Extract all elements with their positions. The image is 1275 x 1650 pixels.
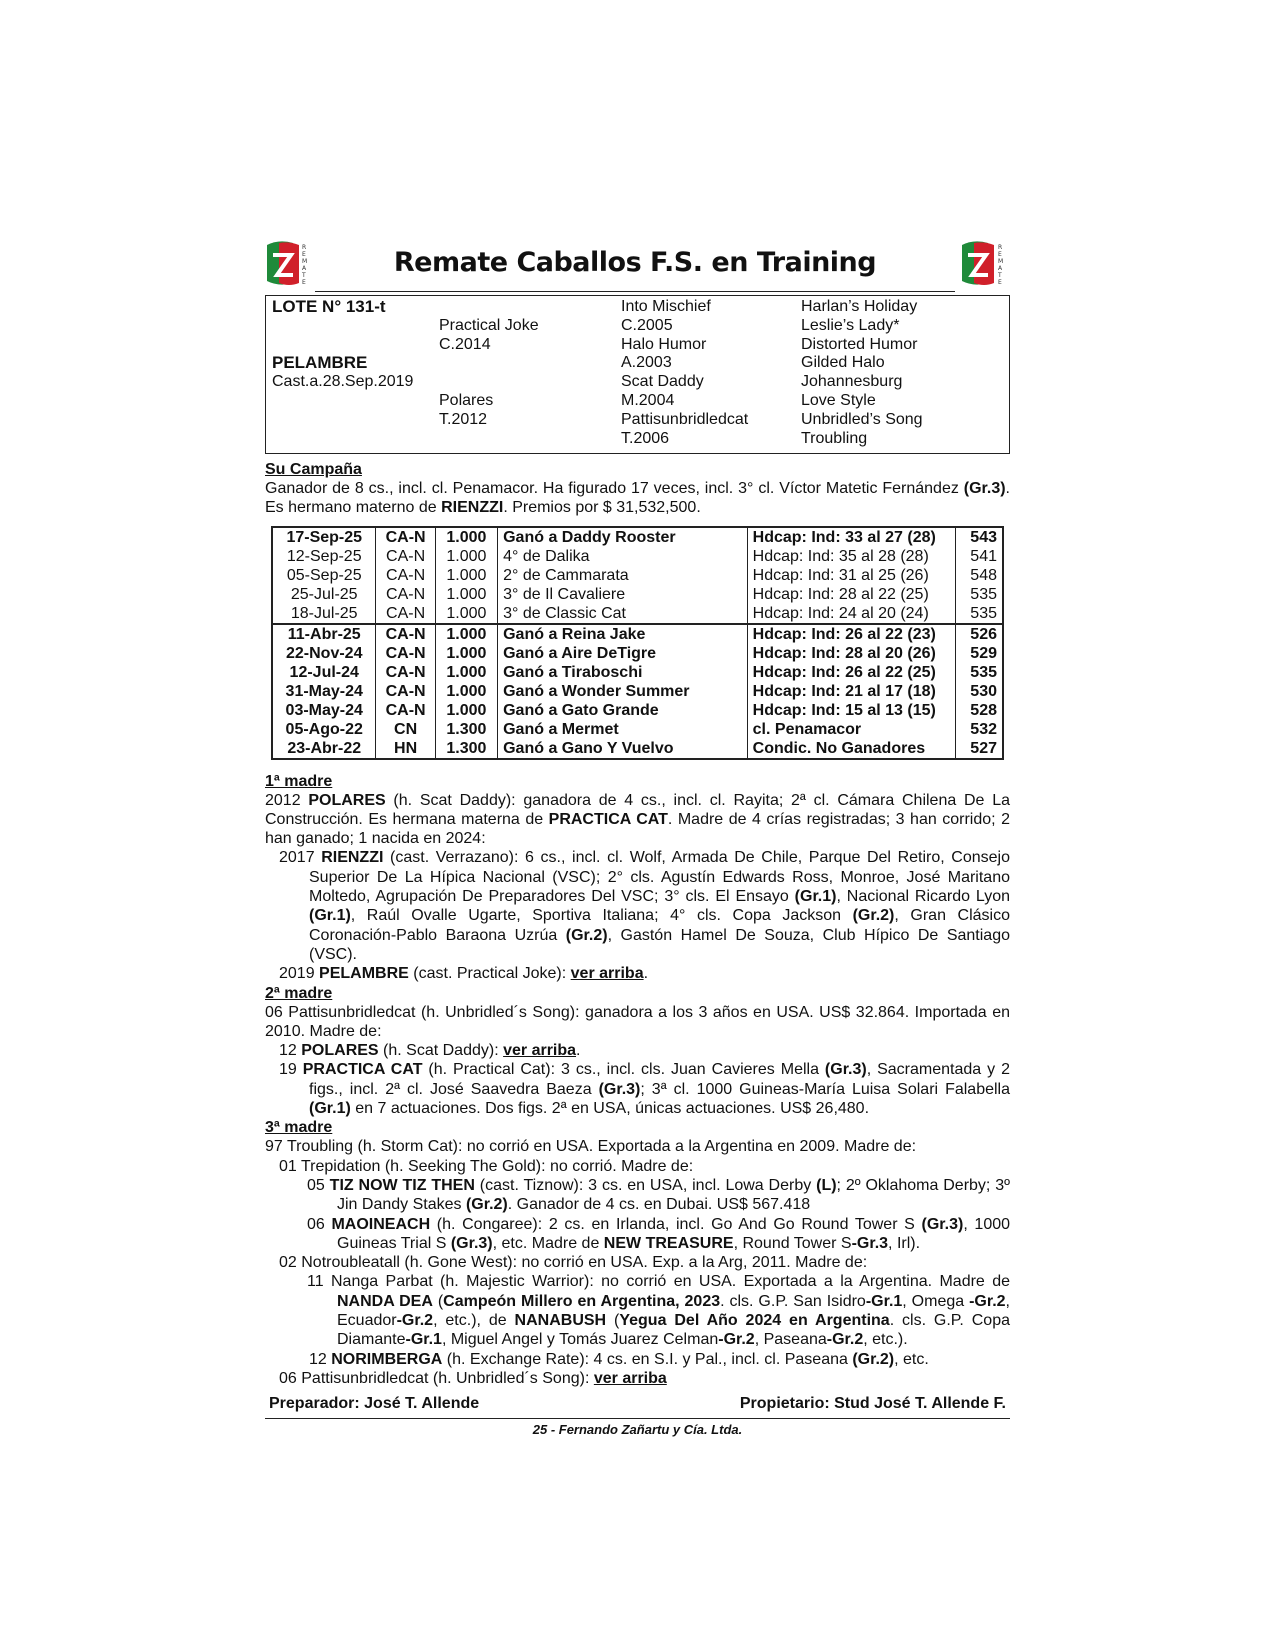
t: , 1000 Guineas Trial S [337, 1215, 1011, 1252]
ped-col4-4: Johannesburg [801, 373, 903, 390]
race-result: Ganó a Mermet [498, 720, 748, 739]
grade: (Gr.3) [921, 1215, 964, 1233]
sire-desc: C.2014 [439, 336, 491, 353]
svg-text:A: A [302, 265, 307, 272]
campaign-text [265, 479, 1010, 518]
produce-name: PRACTICA CAT [302, 1061, 423, 1079]
grade: -Gr.2 [718, 1331, 755, 1349]
dam1-para [265, 791, 1010, 849]
svg-text:E: E [998, 251, 1002, 258]
dam3-grandproduce-tiz [265, 1176, 1010, 1215]
zanartu-logo-left [265, 239, 315, 287]
race-weight: 529 [955, 644, 1003, 663]
produce-name: NANABUSH [514, 1312, 607, 1330]
campaign-text-2: . Es hermano materno de [265, 480, 1010, 517]
dam3-grandproduce-norimberga [265, 1350, 1010, 1369]
t: , Irl). [888, 1234, 921, 1252]
race-weight: 532 [955, 720, 1003, 739]
dam2-section [265, 984, 1010, 1119]
dam1-section [265, 772, 1010, 984]
page-title: Remate Caballos F.S. en Training [393, 247, 877, 278]
t: , Gastón Hamel De Souza, Club Hípico De Santiago (VSC). [309, 926, 1010, 963]
grade: (Gr.1) [309, 1100, 351, 1118]
race-condition: Hdcap: Ind: 21 al 17 (18) [747, 682, 955, 701]
ver-arriba-link[interactable]: ver arriba [593, 1369, 667, 1387]
ver-arriba-link[interactable]: ver arriba [570, 965, 644, 983]
ped-col4-5: Love Style [801, 392, 876, 409]
t: (h. Exchange Rate): 4 cs. en S.I. y Pal., incl. cl. Paseana [442, 1350, 853, 1368]
race-track: CA-N [376, 527, 435, 547]
dam2-para: 06 Pattisunbridledcat (h. Unbridled´s Song): ganadora a los 3 años en USA. US$ 32.864. Importada en 2010. Madre de: [265, 1003, 1010, 1040]
ped-col4-0: Harlan’s Holiday [801, 298, 918, 315]
ped-col3-7: T.2006 [621, 430, 670, 447]
race-result: Ganó a Wonder Summer [498, 682, 748, 701]
award: Campeón Millero en Argentina, 2023 [443, 1292, 721, 1310]
race-result: Ganó a Reina Jake [498, 624, 748, 644]
race-distance: 1.000 [435, 527, 497, 547]
race-weight: 535 [955, 663, 1003, 682]
t: (h. Scat Daddy): [378, 1042, 504, 1060]
t: , etc.), de [433, 1312, 515, 1330]
footer-credits [265, 1394, 1010, 1414]
race-result: Ganó a Gano Y Vuelvo [498, 739, 748, 759]
race-row [272, 720, 1003, 739]
race-track: CA-N [376, 663, 435, 682]
race-track: CA-N [376, 701, 435, 720]
race-track: CA-N [376, 624, 435, 644]
campaign-brother-name: RIENZZI [441, 499, 504, 517]
t: , etc.). [863, 1331, 908, 1349]
dam-desc: T.2012 [439, 411, 488, 428]
race-result: Ganó a Daddy Rooster [498, 527, 748, 547]
t: (cast. Tiznow): 3 cs. en USA, incl. Lowa Derby [474, 1176, 817, 1194]
svg-text:M: M [998, 258, 1004, 265]
race-distance: 1.000 [435, 644, 497, 663]
race-condition: Hdcap: Ind: 26 al 22 (23) [747, 624, 955, 644]
grade: (Gr.2) [565, 926, 608, 944]
race-distance: 1.000 [435, 547, 497, 566]
race-date: 05-Ago-22 [272, 720, 376, 739]
race-row [272, 624, 1003, 644]
zanartu-logo-right [960, 239, 1010, 287]
t: 05 [307, 1176, 330, 1194]
horse-desc: Cast.a.28.Sep.2019 [272, 373, 414, 390]
race-weight: 535 [955, 604, 1003, 624]
t: , Sacramentada y 2 figs., incl. 2ª cl. José Saavedra Baeza [309, 1061, 1010, 1098]
grade: (Gr.2) [852, 1350, 895, 1368]
race-track: CA-N [376, 547, 435, 566]
race-track: CA-N [376, 644, 435, 663]
dam3-para: 97 Troubling (h. Storm Cat): no corrió en USA. Exportada a la Argentina en 2009. Madre de: [265, 1138, 917, 1156]
race-result: 3° de Il Cavaliere [498, 585, 748, 604]
race-condition: Hdcap: Ind: 33 al 27 (28) [747, 527, 955, 547]
race-row [272, 604, 1003, 624]
t: , etc. Madre de [492, 1234, 604, 1252]
svg-text:T: T [998, 272, 1002, 279]
races-table [271, 526, 1004, 760]
trainer: Preparador: José T. Allende [269, 1395, 480, 1413]
campaign-section [265, 460, 1010, 518]
t: en 7 actuaciones. Dos figs. 2ª en USA, únicas actuaciones. US$ 26,480. [350, 1100, 870, 1118]
race-date: 18-Jul-25 [272, 604, 376, 624]
t: 19 [279, 1061, 303, 1079]
t: (h. Practical Cat): 3 cs., incl. cls. Juan Cavieres Mella [422, 1061, 825, 1079]
race-distance: 1.000 [435, 566, 497, 585]
race-track: CN [376, 720, 435, 739]
race-result: 4° de Dalika [498, 547, 748, 566]
race-weight: 526 [955, 624, 1003, 644]
catalog-page [265, 243, 1010, 1437]
grade: -Gr.1 [865, 1292, 903, 1310]
race-row [272, 701, 1003, 720]
race-weight: 535 [955, 585, 1003, 604]
t: 12 [309, 1350, 332, 1368]
race-distance: 1.000 [435, 682, 497, 701]
race-distance: 1.000 [435, 585, 497, 604]
horse-name: PELAMBRE [272, 353, 368, 372]
grade: -Gr.2 [969, 1292, 1006, 1310]
grade: (Gr.2) [465, 1196, 508, 1214]
race-row [272, 682, 1003, 701]
race-track: HN [376, 739, 435, 759]
ped-col3-5: M.2004 [621, 392, 675, 409]
t: . [576, 1042, 581, 1060]
t: 2019 [279, 965, 320, 983]
race-date: 23-Abr-22 [272, 739, 376, 759]
svg-text:T: T [302, 272, 306, 279]
t: , Omega [902, 1292, 970, 1310]
lot-number: LOTE N° 131-t [272, 297, 386, 316]
t: (h. Congaree): 2 cs. en Irlanda, incl. Go And Go Round Tower S [430, 1215, 922, 1233]
race-track: CA-N [376, 682, 435, 701]
svg-text:R: R [998, 244, 1003, 251]
t: , Round Tower S [733, 1234, 852, 1252]
svg-text:A: A [998, 265, 1003, 272]
race-date: 05-Sep-25 [272, 566, 376, 585]
race-condition: cl. Penamacor [747, 720, 955, 739]
race-row [272, 547, 1003, 566]
ped-col3-1: C.2005 [621, 317, 673, 334]
svg-text:M: M [302, 258, 308, 265]
grade: (Gr.3) [824, 1061, 867, 1079]
dam3-grandproduce-nanga-parbat [265, 1272, 1010, 1349]
svg-text:E: E [302, 251, 306, 258]
race-row [272, 663, 1003, 682]
race-date: 11-Abr-25 [272, 624, 376, 644]
campaign-title: Su Campaña [265, 461, 362, 478]
grade: (Gr.1) [309, 907, 351, 925]
dam3-grandproduce-maoineach [265, 1215, 1010, 1254]
dam1-produce-rienzzi [265, 848, 1010, 964]
race-condition: Condic. No Ganadores [747, 739, 955, 759]
race-condition: Hdcap: Ind: 35 al 28 (28) [747, 547, 955, 566]
t: . [643, 965, 649, 983]
race-condition: Hdcap: Ind: 28 al 22 (25) [747, 585, 955, 604]
produce-name: PELAMBRE [319, 965, 409, 983]
race-row [272, 585, 1003, 604]
race-date: 22-Nov-24 [272, 644, 376, 663]
dam-name: Polares [439, 392, 494, 409]
grade: (Gr.2) [852, 907, 895, 925]
produce-name: RIENZZI [321, 849, 384, 867]
grade: -Gr.2 [826, 1331, 864, 1349]
dam3-section [265, 1118, 1010, 1388]
dam2-title: 2ª madre [265, 984, 333, 1002]
produce-name: NEW TREASURE [603, 1234, 734, 1252]
race-result: 3° de Classic Cat [498, 604, 748, 624]
ped-col3-4: Scat Daddy [621, 373, 704, 390]
svg-text:E: E [302, 279, 306, 286]
dam1-title: 1ª madre [265, 772, 333, 790]
dam1-name: POLARES [308, 791, 386, 809]
sire-name: Practical Joke [439, 317, 539, 334]
race-distance: 1.300 [435, 720, 497, 739]
dam3-produce-pattisunbridledcat [265, 1369, 1010, 1388]
grade: (L) [816, 1176, 837, 1194]
t: , Nacional Ricardo Lyon [836, 888, 1010, 906]
t: 2012 [265, 791, 309, 809]
race-date: 12-Sep-25 [272, 547, 376, 566]
race-distance: 1.000 [435, 663, 497, 682]
ped-col3-0: Into Mischief [621, 298, 711, 315]
t: . Ganador de 4 cs. en Dubai. US$ 567.418 [507, 1196, 811, 1214]
race-row [272, 644, 1003, 663]
race-row [272, 739, 1003, 759]
t: . cls. G.P. San Isidro [720, 1292, 866, 1310]
produce-name: NANDA DEA [337, 1292, 433, 1310]
race-condition: Hdcap: Ind: 24 al 20 (24) [747, 604, 955, 624]
race-weight: 530 [955, 682, 1003, 701]
produce-name: POLARES [301, 1042, 379, 1060]
race-weight: 541 [955, 547, 1003, 566]
grade: -Gr.2 [396, 1312, 434, 1330]
dam2-produce-polares [265, 1041, 1010, 1060]
t: , Raúl Ovalle Ugarte, Sportiva Italiana; 4° cls. Copa Jackson [350, 907, 853, 925]
dam2-produce-practica-cat [265, 1060, 1010, 1118]
race-row [272, 527, 1003, 547]
ped-col4-3: Gilded Halo [801, 354, 885, 371]
produce-name: NORIMBERGA [331, 1350, 443, 1368]
t: . cls. G.P. Copa Diamante [337, 1312, 1011, 1349]
race-date: 12-Jul-24 [272, 663, 376, 682]
svg-text:E: E [998, 279, 1002, 286]
grade: (Gr.1) [794, 888, 837, 906]
owner: Propietario: Stud José T. Allende F. [739, 1395, 1006, 1413]
grade: -Gr.3 [851, 1234, 889, 1252]
campaign-text-3: . Premios por $ 31,532,500. [503, 499, 701, 517]
t: ( [432, 1292, 444, 1310]
race-date: 31-May-24 [272, 682, 376, 701]
t: , Paseana [754, 1331, 827, 1349]
dam1-produce-pelambre [265, 964, 1010, 983]
t: 06 [307, 1215, 332, 1233]
t: (cast. Practical Joke): [408, 965, 571, 983]
race-distance: 1.000 [435, 604, 497, 624]
race-condition: Hdcap: Ind: 26 al 22 (25) [747, 663, 955, 682]
ped-col3-2: Halo Humor [621, 336, 707, 353]
svg-text:R: R [302, 244, 307, 251]
t: , Ecuador [337, 1292, 1010, 1330]
grade: (Gr.3) [450, 1234, 493, 1252]
race-weight: 527 [955, 739, 1003, 759]
t: , etc. [894, 1350, 929, 1368]
ped-col3-6: Pattisunbridledcat [621, 411, 749, 428]
t: 12 [279, 1042, 302, 1060]
ped-col4-7: Troubling [801, 430, 868, 447]
t: (h. Scat Daddy): ganadora de 4 cs., incl. cl. Rayita; 2ª cl. Cámara Chilena De La Construcción. Es hermana materna de [265, 791, 1010, 828]
ped-col4-2: Distorted Humor [801, 336, 918, 353]
race-distance: 1.000 [435, 701, 497, 720]
dam3-produce-notroubleatall: 02 Notroubleatall (h. Gone West): no corrió en USA. Exp. a la Arg, 2011. Madre de: [279, 1254, 868, 1272]
footer-divider [265, 1418, 1010, 1419]
race-track: CA-N [376, 566, 435, 585]
campaign-grade: (Gr.3) [963, 480, 1006, 497]
t: 2017 [279, 849, 322, 867]
race-result: Ganó a Tiraboschi [498, 663, 748, 682]
race-condition: Hdcap: Ind: 28 al 20 (26) [747, 644, 955, 663]
t: 11 Nanga Parbat (h. Majestic Warrior): no corrió en USA. Exportada a la Argentina. Madre de [307, 1273, 1010, 1291]
dam3-produce-trepidation: 01 Trepidation (h. Seeking The Gold): no corrió. Madre de: [279, 1157, 694, 1175]
race-result: 2° de Cammarata [498, 566, 748, 585]
t: 06 Pattisunbridledcat (h. Unbridled´s Song): [279, 1369, 594, 1387]
t: (cast. Verrazano): 6 cs., incl. cl. Wolf, Armada De Chile, Parque Del Retiro, Consejo Superior De La Hípica Nacional (VSC); 2° cls. Agustín Edwards Ross, Monroe, José Maritano Moltedo, Agrupación De Preparadores Del VSC; 3° cls. El Ensayo [309, 849, 1010, 906]
race-result: Ganó a Gato Grande [498, 701, 748, 720]
award: Yegua Del Año 2024 en Argentina [619, 1312, 890, 1330]
t: , Gran Clásico Coronación-Pablo Baraona Uzrúa [309, 907, 1010, 944]
dam3-title: 3ª madre [265, 1119, 333, 1137]
pedigree-box [265, 295, 1010, 454]
t: , Miguel Angel y Tomás Juarez Celman [441, 1331, 719, 1349]
grade: (Gr.3) [598, 1080, 641, 1098]
campaign-text-1: Ganador de 8 cs., incl. cl. Penamacor. Ha figurado 17 veces, incl. 3° cl. Víctor Matetic Fernández [265, 480, 964, 497]
race-track: CA-N [376, 604, 435, 624]
race-date: 25-Jul-25 [272, 585, 376, 604]
produce-name: MAOINEACH [331, 1215, 431, 1233]
race-result: Ganó a Aire DeTigre [498, 644, 748, 663]
race-row [272, 566, 1003, 585]
race-condition: Hdcap: Ind: 31 al 25 (26) [747, 566, 955, 585]
page-footer: 25 - Fernando Zañartu y Cía. Ltda. [532, 1422, 743, 1438]
t: ( [606, 1312, 620, 1330]
ped-col3-3: A.2003 [621, 354, 672, 371]
t: ; 2º Oklahoma Derby; 3º Jin Dandy Stakes [337, 1176, 1010, 1214]
race-distance: 1.300 [435, 739, 497, 759]
race-weight: 528 [955, 701, 1003, 720]
race-date: 03-May-24 [272, 701, 376, 720]
ped-col4-1: Leslie’s Lady* [801, 317, 900, 334]
race-track: CA-N [376, 585, 435, 604]
catalog-header [302, 243, 1004, 292]
sibling-name: PRACTICA CAT [548, 810, 668, 828]
ver-arriba-link[interactable]: ver arriba [503, 1042, 577, 1060]
produce-name: TIZ NOW TIZ THEN [329, 1176, 475, 1194]
race-weight: 548 [955, 566, 1003, 585]
ped-col4-6: Unbridled’s Song [801, 411, 923, 428]
race-date: 17-Sep-25 [272, 527, 376, 547]
t: ; 3ª cl. 1000 Guineas-María Luisa Solari Falabella [640, 1080, 1010, 1098]
t: . Madre de 4 crías registradas; 3 han corrido; 2 han ganado; 1 nacida en 2024: [265, 810, 1011, 848]
race-condition: Hdcap: Ind: 15 al 13 (15) [747, 701, 955, 720]
grade: -Gr.1 [405, 1331, 442, 1349]
race-weight: 543 [955, 527, 1003, 547]
race-distance: 1.000 [435, 624, 497, 644]
